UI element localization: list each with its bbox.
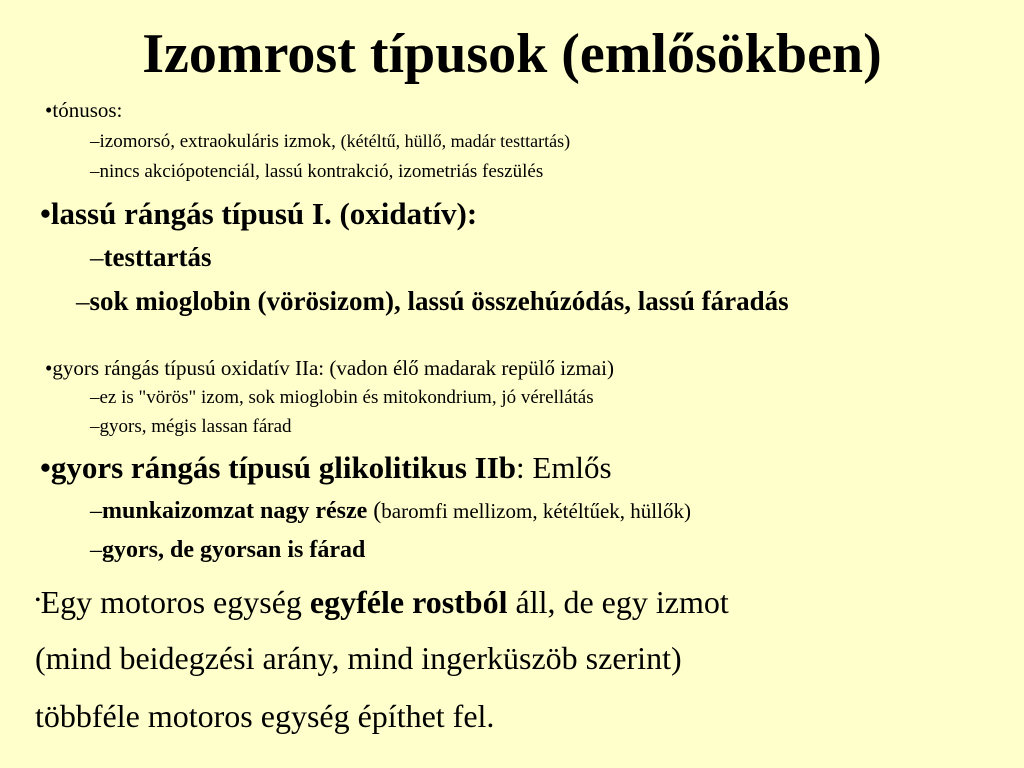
dash-marker: – <box>76 286 90 316</box>
sub-item-text: ez is "vörös" izom, sok mioglobin és mitokondrium, jó vérellátás <box>99 387 594 408</box>
dash-marker: – <box>90 242 104 272</box>
sub-item-text: izomorsó, extraokuláris izmok, <box>99 131 341 152</box>
bullet-text-rest: : Emlős <box>516 450 612 485</box>
sub-item-open-paren: ( <box>367 498 382 524</box>
slide-title: Izomrost típusok (emlősökben) <box>142 23 882 85</box>
paragraph-line-3: többféle motoros egység építhet fel. <box>35 698 495 734</box>
bullet-gyors-oxidativ <box>45 356 614 381</box>
bullet-marker: • <box>45 356 53 380</box>
bullet-text: tónusos: <box>52 98 123 122</box>
sub-item-voros <box>90 387 594 409</box>
sub-item-parenthetical: baromfi mellizom, kétéltűek, hüllők) <box>381 499 691 523</box>
sub-item-izomorso <box>90 131 570 153</box>
sub-item-text: gyors, mégis lassan fárad <box>99 416 292 437</box>
bullet-text: gyors rángás típusú oxidatív IIa: <box>52 356 330 380</box>
sub-item-text: gyors, de gyorsan is fárad <box>102 537 366 563</box>
dash-marker: – <box>90 387 100 408</box>
sub-item-munkaizomzat <box>90 498 691 525</box>
sub-item-gyors-de <box>90 537 365 564</box>
bullet-text: gyors rángás típusú glikolitikus IIb <box>50 450 517 485</box>
bullet-parenthetical: (vadon élő madarak repülő izmai) <box>329 356 614 380</box>
bullet-lassu <box>40 196 477 232</box>
dash-marker: – <box>90 161 100 182</box>
bullet-marker: • <box>45 98 53 122</box>
paragraph-line-2: (mind beidegzési arány, mind ingerküszöb szerint) <box>35 640 682 676</box>
sub-item-nincs <box>90 161 543 183</box>
sub-item-text: nincs akciópotenciál, lassú kontrakció, izometriás feszülés <box>99 161 544 182</box>
bullet-tonusos <box>45 98 122 123</box>
sub-item-mioglobin <box>76 286 920 317</box>
paragraph-line-1 <box>35 584 729 621</box>
sub-item-gyors-megis <box>90 416 292 438</box>
bullet-marker: • <box>35 592 41 609</box>
paragraph-emphasis: egyféle rostból <box>309 584 508 620</box>
dash-marker: – <box>90 416 100 437</box>
bullet-gyors-glikolitikus <box>40 450 612 486</box>
paragraph-text: áll, de egy izmot <box>507 584 729 620</box>
sub-item-text: sok mioglobin (vörösizom), lassú összehúzódás, lassú fáradás <box>89 286 789 316</box>
dash-marker: – <box>90 131 100 152</box>
dash-marker: – <box>90 537 102 563</box>
dash-marker: – <box>90 498 102 524</box>
paragraph-text: Egy motoros egység <box>40 584 310 620</box>
bullet-marker: • <box>40 450 51 485</box>
sub-item-text: munkaizomzat nagy része <box>102 498 368 524</box>
bullet-marker: • <box>40 196 51 231</box>
bullet-text: lassú rángás típusú I. (oxidatív): <box>50 196 478 231</box>
sub-item-parenthetical: (kétéltű, hüllő, madár testtartás) <box>340 131 571 151</box>
sub-item-text: testtartás <box>103 242 212 272</box>
sub-item-testtartas <box>90 242 211 273</box>
